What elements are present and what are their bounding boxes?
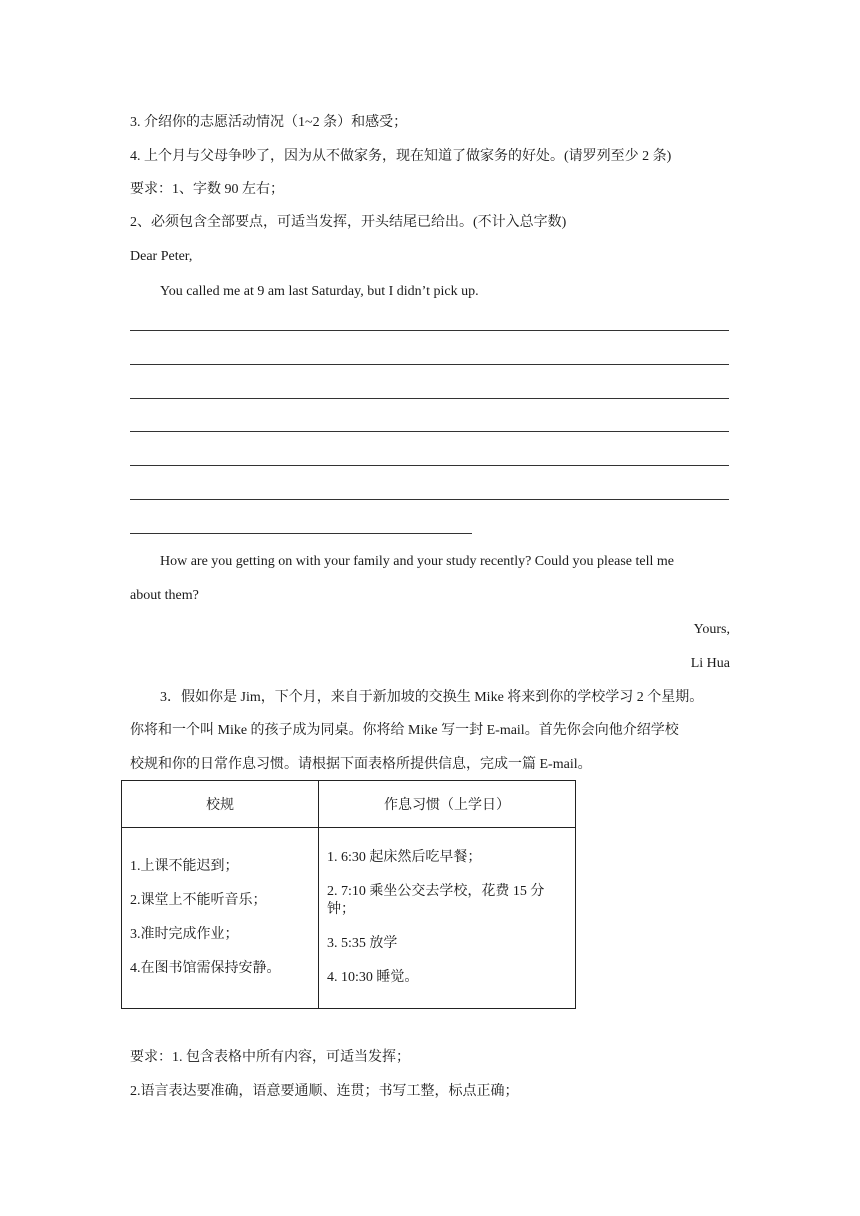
table-header-rules: 校规 <box>122 781 319 828</box>
habit-item: 4. 10:30 睡觉。 <box>327 970 419 985</box>
requirement-point-3: 3. 介绍你的志愿活动情况（1~2 条）和感受； <box>130 115 408 130</box>
requirement-point-4: 4. 上个月与父母争吵了，因为从不做家务，现在知道了做家务的好处。(请罗列至少 2 条) <box>130 149 672 164</box>
requirement-word-count: 要求：1、字数 90 左右； <box>130 182 284 197</box>
habit-item: 1. 6:30 起床然后吃早餐； <box>327 850 482 865</box>
letter-salutation: Dear Peter, <box>130 249 193 264</box>
requirement-include-points: 2、必须包含全部要点，可适当发挥，开头结尾已给出。(不计入总字数) <box>130 215 567 230</box>
task3-intro-line-3: 校规和你的日常作息习惯。请根据下面表格所提供信息，完成一篇 E-mail。 <box>130 757 592 772</box>
info-table <box>121 780 576 1009</box>
letter-opening: You called me at 9 am last Saturday, but I didn’t pick up. <box>160 284 479 299</box>
answer-blank-line[interactable] <box>130 330 729 331</box>
habit-item: 2. 7:10 乘坐公交去学校，花费 15 分钟； <box>327 884 545 917</box>
letter-signature: Li Hua <box>690 656 730 671</box>
rule-item: 2.课堂上不能听音乐； <box>130 893 267 908</box>
answer-blank-line[interactable] <box>130 533 472 534</box>
answer-blank-line[interactable] <box>130 431 729 432</box>
answer-blank-line[interactable] <box>130 364 729 365</box>
letter-closing-line-1: How are you getting on with your family and your study recently? Could you please tell me <box>160 554 674 569</box>
rule-item: 3.准时完成作业； <box>130 927 239 942</box>
habit-item: 3. 5:35 放学 <box>327 936 398 951</box>
answer-blank-line[interactable] <box>130 398 729 399</box>
letter-closing-line-2: about them? <box>130 588 199 603</box>
rules-cell <box>122 828 319 1009</box>
answer-blank-line[interactable] <box>130 499 729 500</box>
letter-signoff: Yours, <box>693 622 730 637</box>
rule-item: 1.上课不能迟到； <box>130 859 239 874</box>
habits-cell <box>319 828 576 1009</box>
table-header-habits: 作息习惯（上学日） <box>319 781 576 828</box>
answer-blank-line[interactable] <box>130 465 729 466</box>
task3-intro-line-1: 3．假如你是 Jim，下个月，来自于新加坡的交换生 Mike 将来到你的学校学习 2 个星期。 <box>160 690 704 705</box>
rule-item: 4.在图书馆需保持安静。 <box>130 961 281 976</box>
task3-intro-line-2: 你将和一个叫 Mike 的孩子成为同桌。你将给 Mike 写一封 E-mail。首先你会向他介绍学校 <box>130 723 679 738</box>
task3-requirement-1: 要求：1. 包含表格中所有内容，可适当发挥； <box>130 1050 410 1065</box>
task3-requirement-2: 2.语言表达要准确，语意要通顺、连贯；书写工整，标点正确； <box>130 1084 519 1099</box>
